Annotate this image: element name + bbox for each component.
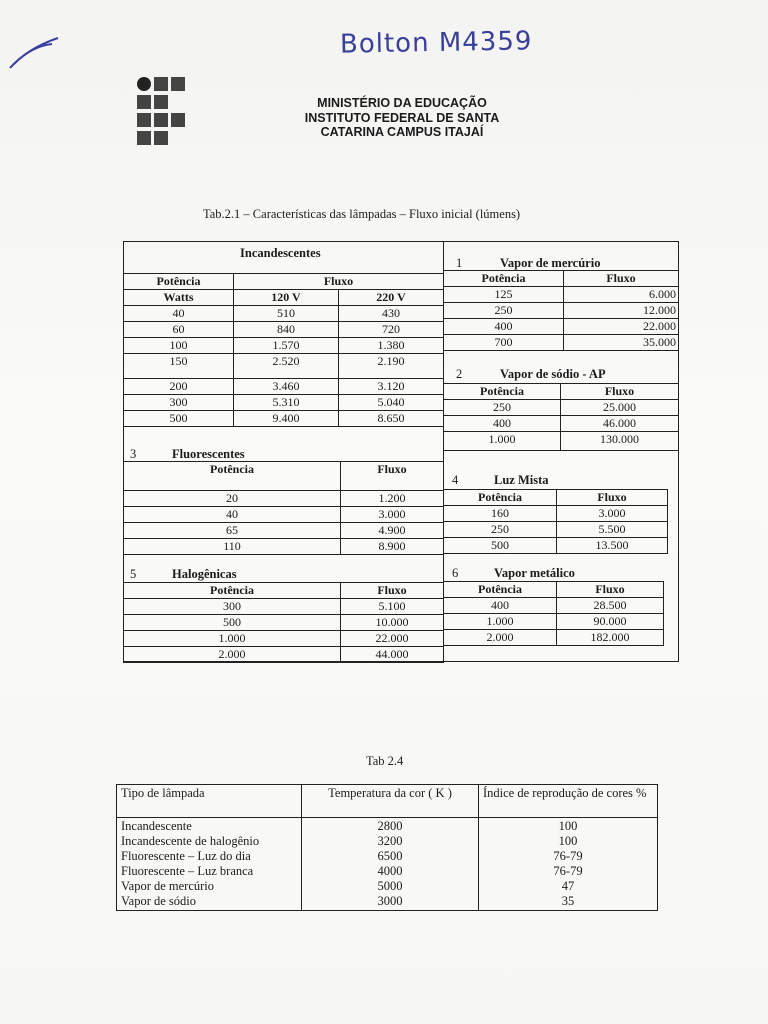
cell: 430	[339, 306, 444, 322]
cell: 2800	[377, 819, 403, 833]
header-cell: Watts	[124, 290, 234, 306]
table-row	[124, 647, 444, 663]
cell: 500	[124, 615, 341, 631]
cell: 5000	[377, 879, 403, 893]
cell: 76-79	[553, 864, 583, 878]
institute-logo	[136, 76, 196, 146]
table-row	[444, 630, 664, 646]
header-cell: Potência	[444, 384, 561, 400]
section-title: Luz Mista	[494, 473, 549, 487]
cell: 6500	[377, 849, 403, 863]
cell: 250	[444, 400, 561, 416]
cell: 250	[444, 303, 564, 319]
vapor-metalico-table	[443, 581, 664, 646]
halogenicas-heading	[130, 567, 237, 582]
cell: Vapor de mercúrio	[121, 879, 215, 893]
section-number: 6	[452, 566, 459, 580]
table-row	[124, 411, 444, 427]
cell: 28.500	[557, 598, 664, 614]
header-cell: Fluxo	[564, 271, 679, 287]
section-title: Halogênicas	[172, 567, 237, 581]
cell: 35	[561, 894, 575, 908]
cell: 250	[444, 522, 557, 538]
header-cell: 120 V	[234, 290, 339, 306]
cell: 2.520	[234, 354, 339, 379]
header-cell: Potência	[124, 274, 234, 290]
cell: 3.460	[234, 379, 339, 395]
cell: 4000	[377, 864, 403, 878]
header-cell: Potência	[444, 271, 564, 287]
cell: 22.000	[341, 631, 444, 647]
cell: 200	[124, 379, 234, 395]
cell: 400	[444, 598, 557, 614]
table-row	[124, 631, 444, 647]
table-row	[444, 287, 679, 303]
cell: 150	[124, 354, 234, 379]
table-row	[444, 538, 668, 554]
section-number: 1	[456, 256, 463, 270]
table-row	[444, 303, 679, 319]
table2	[116, 784, 658, 911]
table-row	[124, 599, 444, 615]
table-row	[124, 395, 444, 411]
cell: 46.000	[561, 416, 679, 432]
section-title: Fluorescentes	[172, 447, 245, 461]
incandescentes-table	[123, 273, 444, 427]
handwritten-note: Bolton M4359	[339, 26, 533, 60]
table-row	[124, 322, 444, 338]
cell: 4.900	[341, 523, 444, 539]
table-row	[444, 598, 664, 614]
section-number: 4	[452, 473, 459, 487]
cell: 3.120	[339, 379, 444, 395]
cell: 3000	[377, 894, 403, 908]
table-row	[444, 506, 668, 522]
cell: 2.000	[124, 647, 341, 663]
cell: Fluorescente – Luz do dia	[121, 849, 251, 863]
header-line-1: MINISTÉRIO DA EDUCAÇÃO	[317, 96, 487, 110]
vapor-mercurio-heading	[456, 256, 600, 271]
header-cell: Temperatura da cor ( K )	[302, 785, 479, 818]
cell: 65	[124, 523, 341, 539]
cell: 44.000	[341, 647, 444, 663]
cell: 500	[444, 538, 557, 554]
table1-caption: Tab.2.1 – Características das lâmpadas – Fluxo inicial (lúmens)	[203, 207, 521, 221]
cell: 3200	[377, 834, 403, 848]
section-title: Vapor de mercúrio	[500, 256, 601, 270]
cell: 8.650	[339, 411, 444, 427]
cell: 5.500	[557, 522, 668, 538]
cell: 5.040	[339, 395, 444, 411]
fluorescentes-table	[123, 461, 444, 555]
header-cell: Índice de reprodução de cores %	[479, 785, 658, 818]
incandescentes-title: Incandescentes	[240, 246, 321, 260]
cell: 5.310	[234, 395, 339, 411]
cell: 1.200	[341, 491, 444, 507]
cell: 100	[558, 819, 578, 833]
cell: 1.380	[339, 338, 444, 354]
cell: Incandescente	[121, 819, 192, 833]
cell: 47	[561, 879, 575, 893]
cell: 25.000	[561, 400, 679, 416]
cell: 182.000	[557, 630, 664, 646]
luz-mista-heading	[452, 473, 549, 488]
cell: 76-79	[553, 849, 583, 863]
cell: 9.400	[234, 411, 339, 427]
cell: 510	[234, 306, 339, 322]
cell: 8.900	[341, 539, 444, 555]
header-cell: Fluxo	[341, 583, 444, 599]
header-cell: Fluxo	[561, 384, 679, 400]
cell: 1.570	[234, 338, 339, 354]
cell: 60	[124, 322, 234, 338]
header-cell: Potência	[124, 462, 341, 491]
table-row	[124, 306, 444, 322]
cell: 100	[124, 338, 234, 354]
cell: 35.000	[564, 335, 679, 351]
fluorescentes-heading	[130, 447, 245, 462]
header-cell: Tipo de lâmpada	[117, 785, 302, 818]
cell: 400	[444, 416, 561, 432]
header-line-3: CATARINA CAMPUS ITAJAÍ	[320, 125, 484, 139]
table-row	[444, 319, 679, 335]
table-row	[124, 539, 444, 555]
cell: 90.000	[557, 614, 664, 630]
vapor-sodio-table	[443, 383, 679, 451]
section-title: Vapor de sódio - AP	[500, 367, 606, 381]
cell: 12.000	[564, 303, 679, 319]
cell: 10.000	[341, 615, 444, 631]
temperature-list	[302, 818, 479, 911]
cell: 300	[124, 599, 341, 615]
vapor-sodio-heading	[456, 367, 606, 382]
cell: 1.000	[124, 631, 341, 647]
table-row	[124, 379, 444, 395]
section-title: Vapor metálico	[494, 566, 575, 580]
section-number: 2	[456, 367, 463, 381]
cell: 400	[444, 319, 564, 335]
table-row	[444, 335, 679, 351]
cell: 40	[124, 507, 341, 523]
header-cell: Potência	[444, 490, 557, 506]
cell: 20	[124, 491, 341, 507]
vapor-mercurio-table	[443, 270, 679, 351]
table-row	[124, 615, 444, 631]
header-line-2: INSTITUTO FEDERAL DE SANTA	[304, 110, 500, 125]
cell: 40	[124, 306, 234, 322]
table-row	[124, 491, 444, 507]
cell: 13.500	[557, 538, 668, 554]
cell: 5.100	[341, 599, 444, 615]
header-cell: Potência	[124, 583, 341, 599]
section-number: 3	[130, 447, 137, 461]
cell: 500	[124, 411, 234, 427]
cell: 22.000	[564, 319, 679, 335]
cell: 3.000	[341, 507, 444, 523]
cell: 720	[339, 322, 444, 338]
institution-header	[282, 96, 522, 140]
table-row	[117, 818, 658, 911]
header-cell: Fluxo	[234, 274, 444, 290]
header-cell: Potência	[444, 582, 557, 598]
table-row	[124, 507, 444, 523]
cell: 3.000	[557, 506, 668, 522]
cell: 2.190	[339, 354, 444, 379]
cell: 125	[444, 287, 564, 303]
cell: Vapor de sódio	[121, 894, 196, 908]
cell: Fluorescente – Luz branca	[121, 864, 254, 878]
header-cell: Fluxo	[557, 490, 668, 506]
section-number: 5	[130, 567, 137, 581]
cell: 110	[124, 539, 341, 555]
vapor-metalico-heading	[452, 566, 575, 581]
header-cell: 220 V	[339, 290, 444, 306]
pen-scribble	[8, 18, 68, 78]
table2-caption: Tab 2.4	[366, 754, 404, 768]
cell: 1.000	[444, 432, 561, 451]
table-row	[444, 400, 679, 416]
luz-mista-table	[443, 489, 668, 554]
cell: 700	[444, 335, 564, 351]
table-row	[444, 432, 679, 451]
cell: 1.000	[444, 614, 557, 630]
table-row	[124, 523, 444, 539]
table-row	[444, 416, 679, 432]
table-row	[444, 522, 668, 538]
table-row	[124, 354, 444, 379]
cell: 100	[558, 834, 578, 848]
table-row	[444, 614, 664, 630]
header-cell: Fluxo	[341, 462, 444, 491]
cell: 840	[234, 322, 339, 338]
cell: 6.000	[564, 287, 679, 303]
cell: 300	[124, 395, 234, 411]
cell: 160	[444, 506, 557, 522]
halogenicas-table	[123, 582, 444, 663]
header-cell: Fluxo	[557, 582, 664, 598]
cell: 130.000	[561, 432, 679, 451]
lamp-type-list	[117, 818, 302, 911]
table-row	[124, 338, 444, 354]
cell: 2.000	[444, 630, 557, 646]
cell: Incandescente de halogênio	[121, 834, 260, 848]
index-list	[479, 818, 658, 911]
